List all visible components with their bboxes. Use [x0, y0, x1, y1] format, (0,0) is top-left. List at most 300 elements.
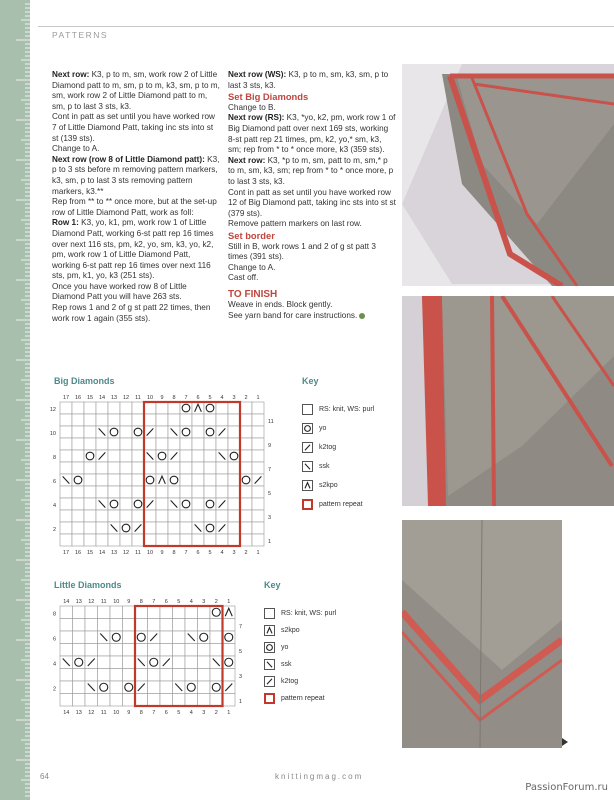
- column-number: 5: [208, 395, 212, 401]
- row-number: 8: [52, 611, 56, 618]
- chart-cell: [185, 694, 198, 707]
- chart-cell: [144, 462, 156, 474]
- chart-cell: [252, 450, 264, 462]
- row-number: 1: [268, 539, 272, 545]
- column-number: 8: [172, 395, 176, 401]
- chart-cell: [173, 656, 186, 669]
- key-item: [264, 642, 374, 656]
- chart-cell: [173, 606, 186, 619]
- chart-cell: [120, 498, 132, 510]
- chart-cell: [160, 606, 173, 619]
- column-number: 13: [110, 550, 118, 556]
- chart-cell: [198, 681, 211, 694]
- column-number: 9: [127, 710, 131, 716]
- chart-cell: [120, 402, 132, 414]
- chart-cell: [123, 669, 136, 682]
- chart-cell: [108, 414, 120, 426]
- chart-cell: [168, 510, 180, 522]
- chart-cell: [252, 522, 264, 534]
- column-number: 13: [110, 395, 118, 401]
- chart-cell: [60, 631, 73, 644]
- paragraph: Cont in patt as set until you have worked row 7 of Little Diamond Patt, taking inc sts into st st (139 sts).: [52, 112, 215, 143]
- chart-cell: [156, 534, 168, 546]
- chart-cell: [132, 402, 144, 414]
- chart-cell: [144, 522, 156, 534]
- row-number: 5: [268, 491, 272, 497]
- chart-cell: [228, 438, 240, 450]
- chart-cell: [223, 644, 236, 657]
- key-item: [264, 608, 374, 622]
- column-number: 2: [244, 550, 248, 556]
- chart-cell: [180, 450, 192, 462]
- chart-cell: [110, 644, 123, 657]
- paragraph: Change to A.: [52, 144, 100, 154]
- right-text-column: [228, 70, 396, 322]
- paragraph: Next row (RS): K3, *yo, k2, pm, work row 1 of Big Diamond patt over next 169 sts, working 8-st patt rep 21 times, pm, k2, yo,* sm, k3, sm; rep from * to * once more, k3 (359 sts).: [228, 113, 396, 155]
- left-text-column: [52, 70, 220, 324]
- chart-cell: [204, 438, 216, 450]
- chart-cell: [72, 498, 84, 510]
- chart-cell: [84, 522, 96, 534]
- chart-cell: [98, 669, 111, 682]
- chart-cell: [110, 694, 123, 707]
- chart-cell: [252, 462, 264, 474]
- column-number: 2: [214, 599, 218, 605]
- chart-cell: [173, 631, 186, 644]
- chart-cell: [173, 669, 186, 682]
- chart-cell: [148, 644, 161, 657]
- chart-cell: [148, 606, 161, 619]
- chart-cell: [108, 438, 120, 450]
- chart-cell: [84, 402, 96, 414]
- chart-cell: [96, 474, 108, 486]
- chart-cell: [98, 619, 111, 632]
- big-diamonds-chart: [46, 390, 296, 560]
- row-number: 7: [239, 623, 243, 630]
- column-number: 10: [146, 395, 154, 401]
- column-number: 1: [256, 550, 260, 556]
- chart-cell: [198, 694, 211, 707]
- column-number: 5: [208, 550, 212, 556]
- row-number: 5: [239, 648, 243, 655]
- column-number: 3: [202, 599, 206, 605]
- chart-cell: [84, 498, 96, 510]
- chart-cell: [173, 644, 186, 657]
- chart-cell: [228, 402, 240, 414]
- chart-cell: [160, 644, 173, 657]
- column-number: 7: [184, 550, 188, 556]
- chart-cell: [156, 486, 168, 498]
- row-number: 1: [239, 698, 243, 705]
- column-number: 13: [75, 599, 82, 605]
- column-number: 12: [88, 710, 95, 716]
- column-number: 3: [232, 395, 236, 401]
- chart-cell: [85, 631, 98, 644]
- chart-cell: [180, 534, 192, 546]
- chart-cell: [223, 669, 236, 682]
- chart-cell: [60, 498, 72, 510]
- column-number: 8: [139, 710, 143, 716]
- column-number: 6: [196, 550, 200, 556]
- chart-cell: [228, 498, 240, 510]
- chart-cell: [252, 534, 264, 546]
- chart-cell: [96, 414, 108, 426]
- chart-cell: [210, 644, 223, 657]
- chart-cell: [156, 414, 168, 426]
- chart-cell: [185, 619, 198, 632]
- chart-cell: [108, 474, 120, 486]
- key-label: s2kpo: [281, 627, 300, 634]
- chart-cell: [223, 694, 236, 707]
- chart-cell: [132, 510, 144, 522]
- key-item: [264, 676, 374, 690]
- chart-cell: [73, 644, 86, 657]
- chart-cell: [240, 510, 252, 522]
- chart-cell: [96, 438, 108, 450]
- chart-cell: [216, 402, 228, 414]
- chart-cell: [60, 402, 72, 414]
- chart-cell: [72, 486, 84, 498]
- column-number: 7: [152, 599, 156, 605]
- heading-set-border: Set border: [228, 229, 275, 241]
- repeat-icon: [302, 499, 313, 510]
- row-number: 3: [268, 515, 272, 521]
- chart-cell: [180, 474, 192, 486]
- column-number: 3: [232, 550, 236, 556]
- footer-website: knittingmag.com: [275, 772, 364, 781]
- chart-cell: [108, 450, 120, 462]
- chart-cell: [132, 438, 144, 450]
- chart-cell: [108, 534, 120, 546]
- chart-cell: [85, 644, 98, 657]
- chart-cell: [252, 426, 264, 438]
- ssk-symbol: [305, 464, 310, 469]
- ssk-icon: [302, 461, 313, 472]
- chart-cell: [168, 402, 180, 414]
- column-number: 2: [244, 395, 248, 401]
- chart-cell: [72, 462, 84, 474]
- column-number: 11: [100, 599, 107, 605]
- chart-cell: [84, 426, 96, 438]
- s2kpo-symbol: [305, 483, 310, 489]
- chart-cell: [185, 656, 198, 669]
- paragraph: Rep from ** to ** once more, but at the set-up row of Little Diamond Patt, work as foll:: [52, 197, 217, 217]
- chart-cell: [204, 450, 216, 462]
- chart-cell: [60, 681, 73, 694]
- column-number: 11: [100, 710, 107, 716]
- key-label: RS: knit, WS: purl: [281, 610, 337, 617]
- chart-cell: [180, 486, 192, 498]
- chart-cell: [108, 462, 120, 474]
- chart-cell: [240, 426, 252, 438]
- chart-cell: [216, 534, 228, 546]
- chart-cell: [228, 414, 240, 426]
- chart-cell: [110, 619, 123, 632]
- chart-cell: [156, 438, 168, 450]
- chart-cell: [60, 694, 73, 707]
- key-label: pattern repeat: [281, 695, 325, 702]
- k2tog-symbol: [305, 445, 310, 450]
- chart-cell: [240, 438, 252, 450]
- key-label: yo: [319, 425, 327, 432]
- chart-cell: [72, 522, 84, 534]
- little-diamonds-chart: [46, 594, 266, 724]
- chart-cell: [180, 522, 192, 534]
- column-number: 16: [74, 550, 82, 556]
- chart-cell: [216, 474, 228, 486]
- chart-cell: [192, 438, 204, 450]
- column-number: 5: [177, 599, 181, 605]
- chart-cell: [60, 450, 72, 462]
- chart-cell: [210, 619, 223, 632]
- chart-cell: [144, 534, 156, 546]
- column-number: 7: [152, 710, 156, 716]
- key-title-little: Key: [264, 580, 281, 590]
- key-item: [302, 461, 412, 475]
- chart-cell: [84, 474, 96, 486]
- chart-cell: [198, 644, 211, 657]
- column-number: 15: [86, 550, 94, 556]
- section-tag: PATTERNS: [38, 26, 614, 40]
- s2kpo-symbol: [267, 628, 272, 634]
- chart-cell: [144, 486, 156, 498]
- chart-cell: [192, 462, 204, 474]
- column-number: 6: [164, 710, 168, 716]
- chart-cell: [168, 534, 180, 546]
- s2kpo-icon: [302, 480, 313, 491]
- paragraph: Next row (row 8 of Little Diamond patt): K3, p to 3 sts before m removing pattern markers, k3, sm, p to last 3 sts removing pattern markers, k3.**: [52, 154, 220, 196]
- ssk-symbol: [267, 662, 272, 667]
- chart-cell: [240, 402, 252, 414]
- chart-cell: [180, 510, 192, 522]
- chart-cell: [60, 606, 73, 619]
- chart-cell: [60, 426, 72, 438]
- chart-cell: [216, 414, 228, 426]
- k2tog-symbol: [267, 679, 272, 684]
- row-number: 9: [268, 443, 272, 449]
- chart-cell: [135, 619, 148, 632]
- row-number: 6: [52, 479, 56, 485]
- column-number: 1: [227, 710, 231, 716]
- column-number: 14: [98, 395, 106, 401]
- column-number: 16: [74, 395, 82, 401]
- chart-cell: [135, 606, 148, 619]
- chart-cell: [96, 534, 108, 546]
- paragraph: Change to B.: [228, 102, 276, 112]
- chart-cell: [73, 694, 86, 707]
- column-number: 4: [189, 599, 193, 605]
- key-label: pattern repeat: [319, 501, 363, 508]
- blank-icon: [264, 608, 275, 619]
- chart-cell: [228, 510, 240, 522]
- row-number: 2: [52, 686, 56, 693]
- row-number: 6: [52, 636, 56, 643]
- row-number: 2: [52, 527, 56, 533]
- paragraph: Row 1: K3, yo, k1, pm, work row 1 of Little Diamond Patt, working 6-st patt rep 16 times over next 116 sts, pm, k2, yo, sm, k3, yo, k2, pm, work row 1 of Little Diamond Patt, working 6-st patt rep 16 times over next 116 sts, pm, k1, yo, k3 (251 sts).: [52, 218, 214, 281]
- chart-cell: [156, 462, 168, 474]
- next-page-arrow-icon: [562, 738, 568, 746]
- chart-cell: [240, 522, 252, 534]
- chart-cell: [123, 656, 136, 669]
- photo-blanket-detail: [402, 520, 562, 748]
- row-number: 7: [268, 467, 272, 473]
- column-number: 6: [196, 395, 200, 401]
- chart-cell: [135, 694, 148, 707]
- column-number: 15: [86, 395, 94, 401]
- chart-cell: [160, 619, 173, 632]
- end-mark-icon: [359, 313, 365, 319]
- column-number: 4: [220, 395, 224, 401]
- chart-cell: [252, 438, 264, 450]
- yo-symbol: [267, 645, 273, 651]
- chart-cell: [60, 619, 73, 632]
- chart-title-little-diamonds: Little Diamonds: [54, 580, 122, 590]
- key-item: [302, 442, 412, 456]
- column-number: 8: [139, 599, 143, 605]
- key-label: ssk: [319, 463, 330, 470]
- column-number: 4: [189, 710, 193, 716]
- paragraph: Cont in patt as set until you have worked row 12 of Big Diamond patt, taking inc sts into st st (379 sts).: [228, 187, 396, 218]
- chart-cell: [204, 414, 216, 426]
- chart-cell: [204, 474, 216, 486]
- column-number: 17: [62, 395, 70, 401]
- chart-cell: [168, 438, 180, 450]
- chart-cell: [156, 522, 168, 534]
- chart-cell: [123, 694, 136, 707]
- chart-cell: [168, 462, 180, 474]
- chart-cell: [180, 462, 192, 474]
- row-number: 10: [49, 431, 56, 437]
- row-number: 4: [52, 661, 56, 668]
- chart-cell: [73, 606, 86, 619]
- chart-cell: [60, 510, 72, 522]
- chart-cell: [98, 606, 111, 619]
- column-number: 11: [135, 395, 141, 401]
- column-number: 8: [172, 550, 176, 556]
- column-number: 13: [75, 710, 82, 716]
- chart-cell: [168, 414, 180, 426]
- chart-cell: [85, 619, 98, 632]
- column-number: 9: [160, 550, 164, 556]
- yo-icon: [302, 423, 313, 434]
- chart-cell: [132, 486, 144, 498]
- chart-cell: [144, 402, 156, 414]
- key-item: [302, 423, 412, 437]
- chart-cell: [252, 498, 264, 510]
- paragraph: Next row: K3, *p to m, sm, patt to m, sm,* p to m, sm, k3, sm; rep from * to * once more, p to last 3 sts, k3.: [228, 155, 394, 186]
- chart-cell: [192, 534, 204, 546]
- paragraph: Still in B, work rows 1 and 2 of g st patt 3 times (391 sts).: [228, 241, 376, 262]
- chart-cell: [204, 510, 216, 522]
- column-number: 14: [63, 710, 70, 716]
- column-number: 9: [160, 395, 164, 401]
- chart-cell: [72, 402, 84, 414]
- chart-title-big-diamonds: Big Diamonds: [54, 376, 115, 386]
- chart-cell: [120, 462, 132, 474]
- chart-cell: [148, 681, 161, 694]
- chart-cell: [60, 669, 73, 682]
- chart-cell: [85, 606, 98, 619]
- chart-cell: [132, 462, 144, 474]
- chart-cell: [198, 656, 211, 669]
- column-number: 17: [62, 550, 70, 556]
- key-title-big: Key: [302, 376, 319, 386]
- chart-cell: [84, 414, 96, 426]
- chart-cell: [96, 486, 108, 498]
- row-number: 8: [52, 455, 56, 461]
- column-number: 10: [113, 710, 120, 716]
- chart-cell: [180, 438, 192, 450]
- chart-cell: [120, 474, 132, 486]
- key-label: RS: knit, WS: purl: [319, 406, 375, 413]
- key-item: [302, 499, 412, 513]
- chart-cell: [84, 462, 96, 474]
- chart-cell: [204, 534, 216, 546]
- key-item: [264, 625, 374, 639]
- column-number: 12: [122, 395, 130, 401]
- s2kpo-icon: [264, 625, 275, 636]
- chart-cell: [156, 426, 168, 438]
- chart-cell: [192, 510, 204, 522]
- column-number: 6: [164, 599, 168, 605]
- chart-cell: [210, 631, 223, 644]
- chart-cell: [160, 631, 173, 644]
- chart-cell: [228, 462, 240, 474]
- chart-cell: [198, 619, 211, 632]
- chart-cell: [204, 462, 216, 474]
- chart-cell: [156, 498, 168, 510]
- chart-cell: [210, 669, 223, 682]
- key-label: ssk: [281, 661, 292, 668]
- key-label: k2tog: [319, 444, 337, 451]
- key-label: s2kpo: [319, 482, 338, 489]
- chart-cell: [73, 619, 86, 632]
- chart-cell: [132, 450, 144, 462]
- chart-cell: [73, 681, 86, 694]
- column-number: 12: [88, 599, 95, 605]
- column-number: 10: [146, 550, 154, 556]
- chart-cell: [132, 414, 144, 426]
- chart-cell: [120, 534, 132, 546]
- chart-cell: [228, 426, 240, 438]
- chart-cell: [72, 414, 84, 426]
- chart-cell: [192, 450, 204, 462]
- chart-cell: [252, 414, 264, 426]
- chart-cell: [60, 534, 72, 546]
- chart-cell: [60, 486, 72, 498]
- chart-cell: [192, 474, 204, 486]
- chart-cell: [84, 510, 96, 522]
- chart-cell: [240, 414, 252, 426]
- chart-cell: [123, 606, 136, 619]
- column-number: 5: [177, 710, 181, 716]
- chart-cell: [185, 669, 198, 682]
- paragraph: Change to A.: [228, 262, 276, 272]
- chart-cell: [120, 450, 132, 462]
- chart-cell: [72, 426, 84, 438]
- column-number: 4: [220, 550, 224, 556]
- chart-cell: [216, 462, 228, 474]
- chart-cell: [252, 510, 264, 522]
- heading-to-finish: TO FINISH: [228, 288, 278, 300]
- chart-cell: [223, 619, 236, 632]
- photo-blanket-corner: [402, 64, 614, 286]
- chart-cell: [240, 462, 252, 474]
- chart-cell: [192, 426, 204, 438]
- chart-cell: [120, 426, 132, 438]
- chart-cell: [96, 402, 108, 414]
- column-number: 11: [135, 550, 141, 556]
